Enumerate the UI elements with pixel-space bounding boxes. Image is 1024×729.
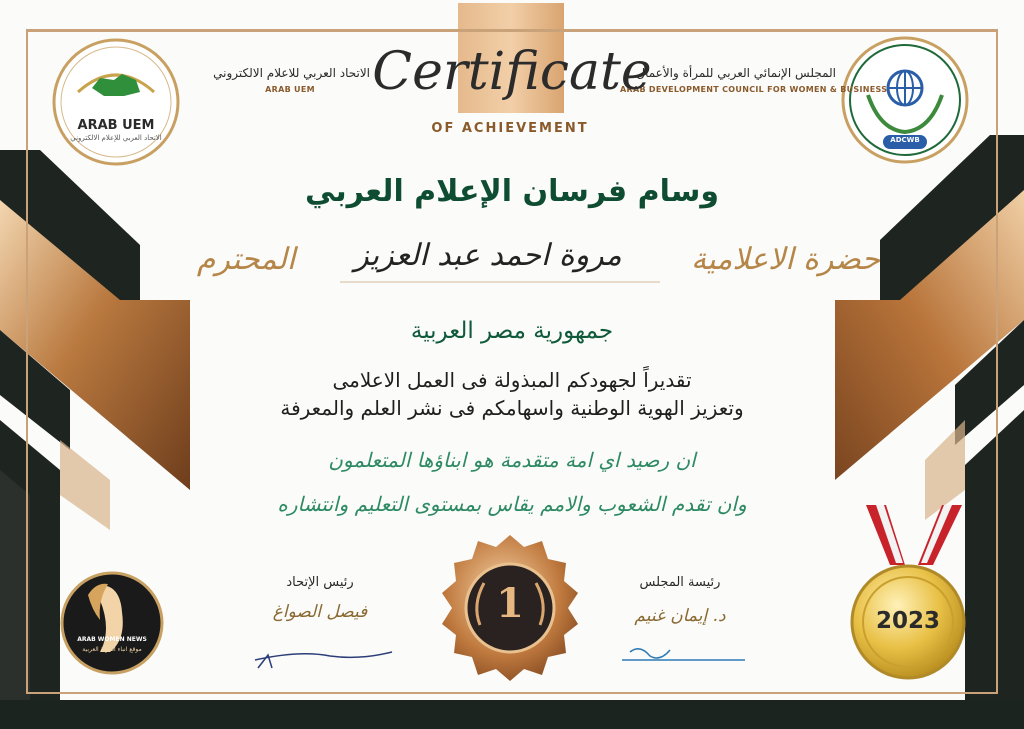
quote-line-1: ان رصيد اي امة متقدمة هو ابناؤها المتعلمون	[328, 448, 696, 472]
quote-line-2: وان تقدم الشعوب والامم يقاس بمستوى التعليم وانتشاره	[277, 492, 747, 516]
left-org-arabic: الاتحاد العربي للاعلام الالكتروني	[213, 66, 370, 80]
right-logo-name: ADCWB	[890, 136, 920, 144]
appreciation-line-1: تقديراً لجهودكم المبذولة فى العمل الاعلامى	[332, 368, 692, 392]
right-signature: د. إيمان غنيم	[634, 606, 726, 626]
recipient-name: مروة احمد عبد العزيز	[354, 238, 622, 273]
left-signatory-role: رئيس الإتحاد	[286, 575, 354, 590]
certificate-subtitle: OF ACHIEVEMENT	[431, 121, 589, 136]
seal-number: 1	[496, 580, 524, 627]
bottom-left-logo-subtitle: موقع انباء المرأة العربية	[82, 646, 142, 653]
honorific-suffix: المحترم	[196, 242, 296, 277]
award-title: وسام فرسان الإعلام العربي	[304, 174, 720, 209]
left-org-english: ARAB UEM	[265, 85, 315, 94]
medal-year: 2023	[875, 608, 941, 634]
bottom-left-logo-name: ARAB WOMEN NEWS	[77, 636, 147, 643]
right-org-english: ARAB DEVELOPMENT COUNCIL FOR WOMEN & BUSINESS	[620, 85, 888, 94]
appreciation-line-2: وتعزيز الهوية الوطنية واسهامكم فى نشر العلم والمعرفة	[280, 396, 744, 420]
honorific-prefix: حضرة الاعلامية	[691, 242, 880, 277]
left-signature: فيصل الصواغ	[272, 602, 368, 622]
left-logo-subtitle: الاتحاد العربي للإعلام الالكتروني	[70, 134, 162, 142]
recipient-country: جمهورية مصر العربية	[410, 318, 614, 344]
certificate-heading: Certificate	[372, 42, 652, 102]
right-signatory-role: رئيسة المجلس	[639, 575, 721, 590]
bottom-bar	[0, 700, 1024, 729]
left-logo-name: ARAB UEM	[77, 118, 155, 133]
right-org-arabic: المجلس الإنمائي العربي للمرأة والأعمال	[636, 66, 836, 80]
